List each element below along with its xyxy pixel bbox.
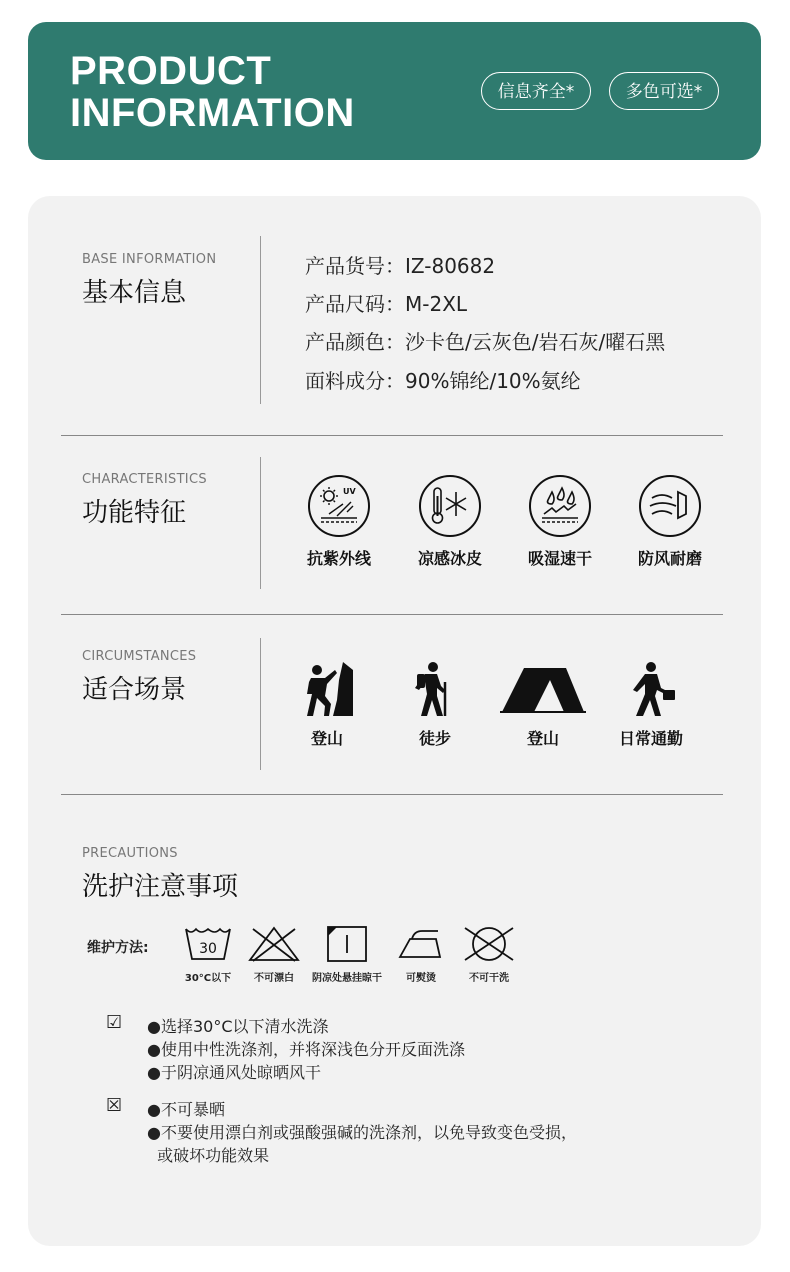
divider-vertical [260, 236, 261, 404]
divider-vertical [260, 638, 261, 770]
cross-box-icon: ☒ [106, 1095, 123, 1116]
feature-windproof [615, 474, 725, 569]
no-bleach-icon [247, 925, 301, 963]
scene-label: 登山 [526, 729, 559, 748]
dont-item: ●不要使用漂白剂或强酸强碱的洗涤剂，以免导致变色受损， [147, 1123, 577, 1142]
wash-30-icon [183, 925, 233, 963]
cooling-icon [418, 474, 482, 538]
feature-label: 防风耐磨 [637, 549, 702, 568]
divider-horizontal [61, 794, 723, 795]
feature-label: 抗紫外线 [306, 549, 371, 568]
svg-text:30: 30 [199, 941, 217, 957]
scene-label: 登山 [310, 729, 343, 748]
do-item: ●选择30°C以下清水洗涤 [147, 1017, 329, 1036]
precautions-title: 洗护注意事项 [82, 872, 239, 902]
info-item-color: 产品颜色：沙卡色/云灰色/岩石灰/曜石黑 [305, 330, 666, 354]
uv-protection-icon [307, 474, 371, 538]
quick-dry-icon [528, 474, 592, 538]
care-caption: 30°C以下 [184, 973, 232, 984]
care-caption: 不可干洗 [469, 973, 509, 984]
feature-uv [284, 474, 394, 569]
hiking-icon [407, 660, 463, 718]
characteristics-title: 功能特征 [82, 498, 187, 528]
header-banner [28, 22, 761, 160]
care-caption: 不可漂白 [254, 973, 294, 984]
precautions-en: PRECAUTIONS [82, 846, 178, 861]
base-info-title: 基本信息 [82, 278, 187, 308]
windproof-icon [638, 474, 702, 538]
circumstances-en: CIRCUMSTANCES [82, 649, 197, 664]
info-item-fabric: 面料成分：90%锦纶/10%氨纶 [305, 369, 581, 393]
divider-horizontal [61, 614, 723, 615]
care-method-label: 维护方法: [87, 940, 149, 956]
divider-horizontal [61, 435, 723, 436]
svg-text:UV: UV [343, 487, 356, 496]
info-item-code: 产品货号：IZ-80682 [305, 254, 496, 278]
do-item: ●使用中性洗涤剂，并将深浅色分开反面洗涤 [147, 1040, 465, 1059]
scene-label: 徒步 [418, 729, 451, 748]
scene-tent [488, 660, 598, 749]
commute-icon [623, 660, 679, 718]
tent-icon [500, 660, 586, 718]
dont-item: ●不可暴晒 [147, 1100, 225, 1119]
feature-label: 凉感冰皮 [417, 549, 482, 568]
scene-commute [596, 660, 706, 749]
do-item: ●于阴凉通风处晾晒风干 [147, 1063, 321, 1082]
care-no-dryclean [444, 925, 534, 984]
care-caption: 可熨烫 [406, 973, 436, 984]
dont-item: 或破坏功能效果 [147, 1146, 270, 1165]
scene-label: 日常通勤 [618, 729, 683, 748]
care-caption: 阴凉处悬挂晾干 [312, 973, 382, 984]
base-info-en: BASE INFORMATION [82, 252, 217, 267]
info-item-size: 产品尺码：M-2XL [305, 292, 468, 316]
iron-icon [396, 925, 446, 963]
scene-hiking [380, 660, 490, 749]
divider-vertical [260, 457, 261, 589]
circumstances-title: 适合场景 [82, 675, 187, 705]
feature-label: 吸湿速干 [527, 549, 592, 568]
page-title [70, 50, 355, 134]
scene-climbing [272, 660, 382, 749]
shade-dry-icon [325, 925, 369, 963]
title-line-1: PRODUCT [70, 49, 272, 93]
feature-cooling [395, 474, 505, 569]
check-box-icon: ☑ [106, 1012, 123, 1033]
feature-quickdry [505, 474, 615, 569]
badge-multi-color: 多色可选* [609, 72, 719, 110]
no-dryclean-icon [462, 925, 516, 963]
climbing-icon [299, 660, 355, 718]
badge-complete-info: 信息齐全* [481, 72, 591, 110]
title-line-2: INFORMATION [70, 91, 355, 135]
characteristics-en: CHARACTERISTICS [82, 472, 207, 487]
